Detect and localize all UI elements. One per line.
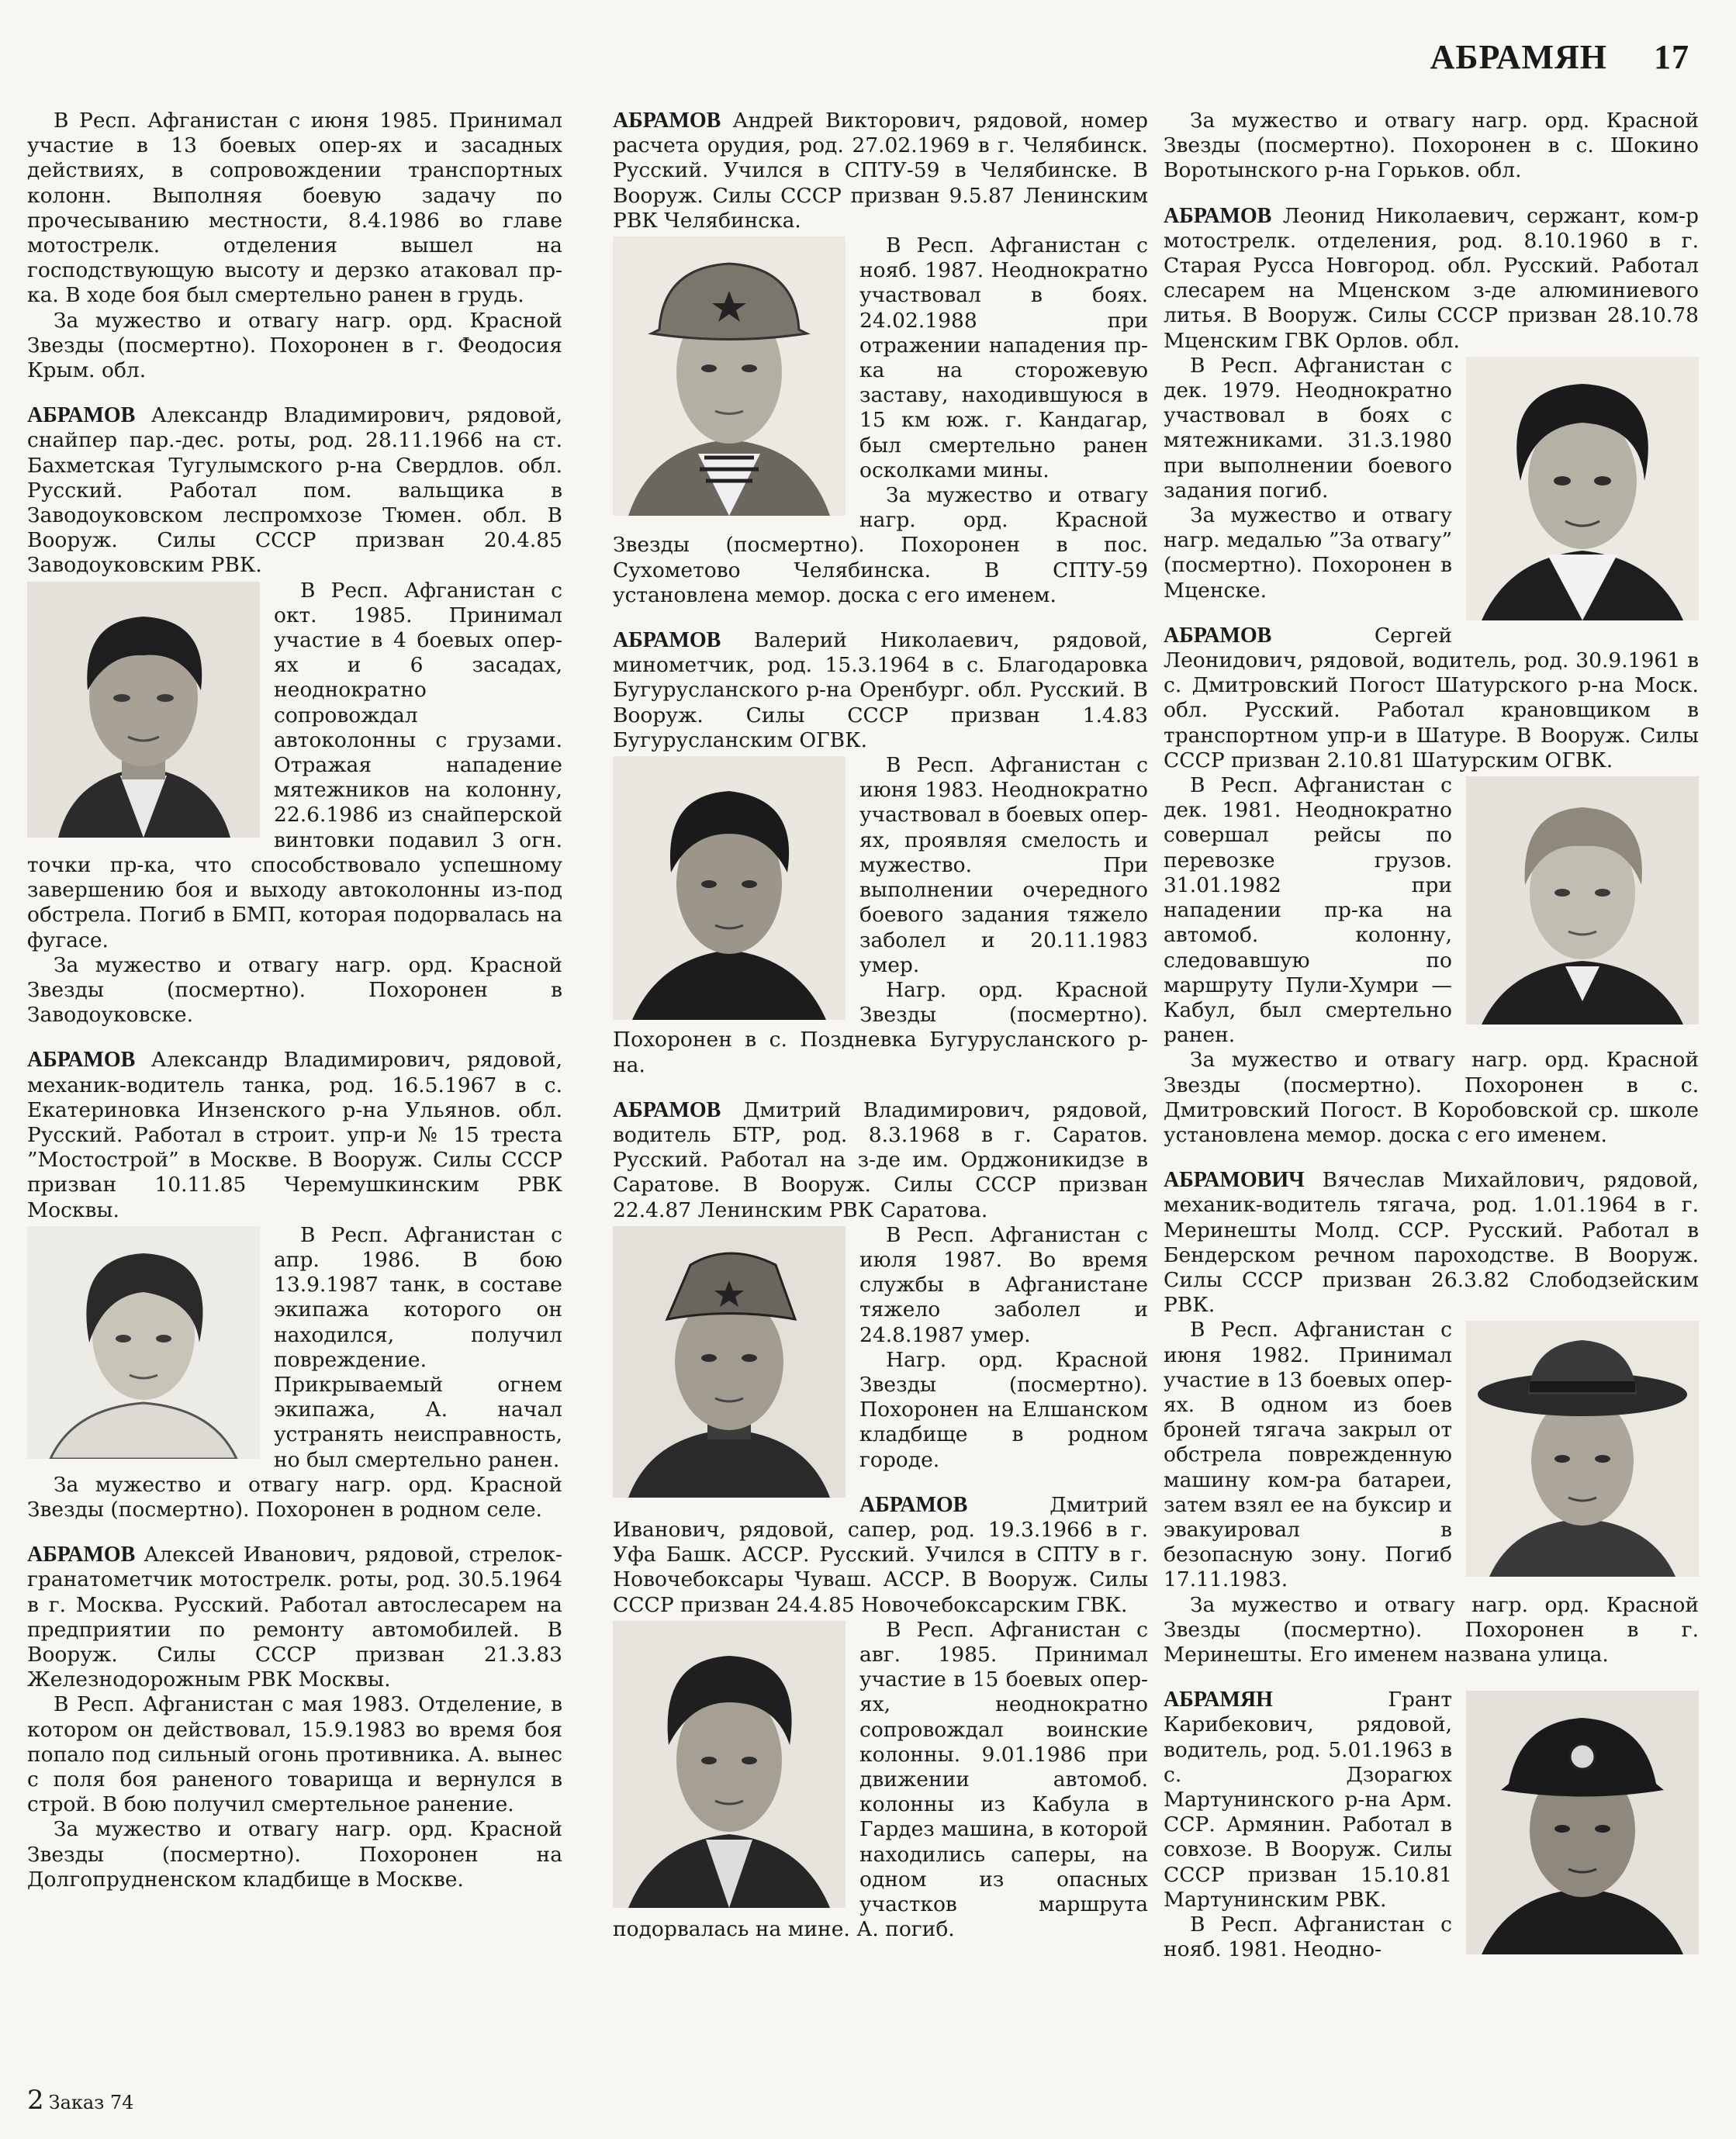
- entry-surname: АБРАМОВ: [27, 1048, 136, 1073]
- entry-head-text: Валерий Николаевич, рядовой, минометчик, род. 15.3.1964 в с. Благодаровка Бугурусланского р-на Оренбург. обл. Русский. В Вооруж. Силы СССР призван 1.4.83 Бугурусланским ОГВК.: [613, 628, 1148, 752]
- entry-head-text: Грант Карибекович, рядовой, водитель, род. 5.01.1963 в с. Дзорагюх Мартунинского р-на Арм. ССР. Армянин. Работал в совхозе. В Вооруж. Силы СССР призван 15.10.81 Мартунинским РВК.: [1164, 1688, 1452, 1912]
- entry-abramov-sergey: [1164, 624, 1699, 1148]
- entry-abramovich: [1164, 1168, 1699, 1667]
- column-3: [1164, 109, 1699, 1982]
- page-footer: [27, 2085, 133, 2116]
- entry-surname: АБРАМОВ: [613, 628, 721, 653]
- entry-surname: АБРАМОВ: [27, 403, 136, 428]
- portrait-photo: [1466, 1691, 1699, 1954]
- portrait-photo: [613, 1226, 846, 1498]
- paragraph: За мужество и отвагу нагр. орд. Красной Звезды (посмертно). Похоронен на Долгопрудненском кладбище в Москве.: [27, 1817, 562, 1892]
- paragraph: В Респ. Афганистан с нояб. 1981. Неодно-: [1164, 1913, 1452, 1962]
- entry-head-text: Дмитрий Иванович, рядовой, сапер, род. 19.3.1966 в г. Уфа Башк. АССР. Русский. Учился в СПТУ в г. Новочебоксары Чуваш. АССР. В Вооруж. Силы СССР призван 24.4.85 Новочебоксарским ГВК.: [613, 1492, 1148, 1617]
- portrait-photo: [27, 582, 260, 838]
- entry-abramov-andrey: [613, 109, 1148, 608]
- paragraph: За мужество и отвагу нагр. орд. Красной Звезды (посмертно). Похоронен в с. Дмитровский Погост. В Коробовской ср. школе установлена мемор. доска с его именем.: [1164, 1048, 1699, 1147]
- signature-number: 2: [27, 2085, 44, 2116]
- paragraph: За мужество и отвагу нагр. медалью ”За отвагу” (посмертно). Похоронен в Мценске.: [1164, 503, 1452, 603]
- entry-head: [613, 109, 1148, 233]
- entry-head: [27, 403, 562, 578]
- paragraph: В Респ. Афганистан с июня 1983. Неоднократно участвовал в боевых опер-ях, проявляя смелость и мужество. При выполнении очередного боевого задания тяжело заболел и 20.11.1983 умер.: [859, 753, 1148, 977]
- column-2: [613, 109, 1148, 1962]
- entry-head: [27, 1048, 562, 1222]
- paragraph: За мужество и отвагу нагр. орд. Красной Звезды (посмертно). Похоронен в г. Меринешты. Его именем названа улица.: [1164, 1592, 1699, 1667]
- paragraph: За мужество и отвагу нагр. орд. Красной Звезды (посмертно). Похоронен в с. Шокино Воротынского р-на Горьков. обл.: [1164, 109, 1699, 183]
- portrait-photo: [1466, 357, 1699, 620]
- column-1: [27, 109, 562, 1913]
- entry-head-text: Андрей Викторович, рядовой, номер расчета орудия, род. 27.02.1969 в г. Челябинск. Русский. Учился в СПТУ-59 в Челябинске. В Вооруж. Силы СССР призван 9.5.87 Ленинским РВК Челябинска.: [613, 109, 1148, 233]
- entry-head: [613, 1098, 1148, 1223]
- entry-continued: [1164, 109, 1699, 184]
- entry-surname: АБРАМОВ: [1164, 203, 1272, 228]
- paragraph: За мужество и отвагу нагр. орд. Красной Звезды (посмертно). Похоронен в пос. Сухометово Челябинска. В СПТУ-59 установлена мемор. доска с его именем.: [613, 483, 1148, 607]
- portrait-photo: [613, 1621, 846, 1908]
- paragraph: В Респ. Афганистан с нояб. 1987. Неоднократно участвовал в боях. 24.02.1988 при отражении нападения пр-ка на сторожевую заставу, находившуюся в 15 км юж. г. Кандагар, был смертельно ранен осколками мины.: [859, 233, 1148, 482]
- entry-surname: АБРАМОВ: [613, 1097, 721, 1122]
- order-label: Заказ 74: [48, 2092, 134, 2113]
- entry-surname: АБРАМОВ: [859, 1492, 968, 1517]
- paragraph: Нагр. орд. Красной Звезды (посмертно). Похоронен на Елшанском кладбище в родном городе.: [859, 1347, 1148, 1472]
- entry-head-text: Сергей Леонидович, рядовой, водитель, род. 30.9.1961 в с. Дмитровский Погост Шатурского р-на Моск. обл. Русский. Работал крановщиком в транспортном упр-и в Шатуре. В Вооруж. Силы СССР призван 2.10.81 Шатурским ОГВК.: [1164, 623, 1699, 772]
- entry-abramov-alexandr-1: [27, 403, 562, 1028]
- paragraph: В Респ. Афганистан с авг. 1985. Принимал участие в 15 боевых опер-ях, неоднократно сопровождал воинские колонны. 9.01.1986 при движении автомоб. колонны из Кабула в Гардез машина, в которой находились саперы, на одном из опасных участков маршрута подорвалась на мине. А. погиб.: [613, 1617, 1148, 1942]
- portrait-photo: [613, 756, 846, 1020]
- entry-abramov-leonid: [1164, 204, 1699, 603]
- entry-head: [613, 628, 1148, 753]
- paragraph: Нагр. орд. Красной Звезды (посмертно). Похоронен в с. Поздневка Бугурусланского р-на.: [613, 977, 1148, 1077]
- paragraph: В Респ. Афганистан с июня 1982. Принимал участие в 13 боевых опер-ях. В одном из боев броней тягача закрыл от обстрела поврежденную машину ком-ра батареи, затем взял ее на буксир и эвакуировал в безопасную зону. Погиб 17.11.1983.: [1164, 1318, 1452, 1592]
- entry-abramov-dmitry-i: [613, 1493, 1148, 1943]
- portrait-photo: [27, 1226, 260, 1459]
- paragraph: В Респ. Афганистан с апр. 1986. В бою 13.9.1987 танк, в составе экипажа которого он находился, получил повреждение. Прикрываемый огнем экипажа, А. начал устранять неисправность, но был смертельно ранен.: [274, 1222, 562, 1472]
- portrait-photo: [1466, 776, 1699, 1025]
- entry-head-text: Вячеслав Михайлович, рядовой, механик-водитель тягача, род. 1.01.1964 в г. Меринешты Молд. ССР. Русский. Работал в Бендерском речном пароходстве. В Вооруж. Силы СССР призван 26.3.82 Слободзейским РВК.: [1164, 1168, 1699, 1318]
- entry-abramov-valery: [613, 628, 1148, 1078]
- entry-abramyan: [1164, 1688, 1699, 1962]
- entry-head: [613, 1493, 1148, 1618]
- entry-abramov-dmitry-v: [613, 1098, 1148, 1473]
- paragraph: За мужество и отвагу нагр. орд. Красной Звезды (посмертно). Похоронен в г. Феодосия Крым. обл.: [27, 308, 562, 383]
- portrait-photo: [1466, 1321, 1699, 1577]
- entry-head: [1164, 624, 1699, 773]
- entry-head-text: Леонид Николаевич, сержант, ком-р мотострелк. отделения, род. 8.10.1960 в г. Старая Русса Новгород. обл. Русский. Работал слесарем на Мценском з-де алюминиевого литья. В Вооруж. Силы СССР призван 28.10.78 Мценским ГВК Орлов. обл.: [1164, 203, 1699, 353]
- entry-surname: АБРАМОВ: [613, 109, 721, 133]
- entry-continued: [27, 109, 562, 383]
- page-number: 17: [1654, 38, 1689, 76]
- entry-head-text: Дмитрий Владимирович, рядовой, водитель БТР, род. 8.3.1968 в г. Саратов. Русский. Работал на з-де им. Орджоникидзе в Саратове. В Вооруж. Силы СССР призван 22.4.87 Ленинским РВК Саратова.: [613, 1097, 1148, 1222]
- entry-head: [1164, 204, 1699, 354]
- paragraph: В Респ. Афганистан с мая 1983. Отделение, в котором он действовал, 15.9.1983 во время боя попало под сильный огонь противника. А. вынес с поля боя раненого товарища и вернулся в строй. В бою получил смертельное ранение.: [27, 1692, 562, 1817]
- entry-abramov-alexey: [27, 1543, 562, 1892]
- running-head: [1430, 37, 1689, 77]
- paragraph: В Респ. Афганистан с окт. 1985. Принимал участие в 4 боевых опер-ях и 6 засадах, неоднократно сопровождал автоколонны с грузами. Отражая нападение мятежников на колонну, 22.6.1986 из снайперской винтовки подавил 3 огн. точки пр-ка, что способствовало успешному завершению боя и выходу автоколонны из-под обстрела. Погиб в БМП, которая подорвалась на фугасе.: [27, 578, 562, 952]
- entry-surname: АБРАМОВ: [1164, 623, 1272, 648]
- entry-surname: АБРАМОВ: [27, 1543, 136, 1567]
- paragraph: В Респ. Афганистан с дек. 1981. Неоднократно совершал рейсы по перевозке грузов. 31.01.1982 при нападении пр-ка на автомоб. колонну, следовавшую по маршруту Пули-Хумри — Кабул, был смертельно ранен.: [1164, 773, 1452, 1048]
- paragraph: В Респ. Афганистан с июня 1985. Принимал участие в 13 боевых опер-ях и засадных действиях, в сопровождении транспортных колонн. Выполняя боевую задачу по прочесыванию местности, 8.4.1986 во главе мотострелк. отделения вышел на господствующую высоту и дерзко атаковал пр-ка. В ходе боя был смертельно ранен в грудь.: [27, 109, 562, 308]
- entry-head-text: Александр Владимирович, рядовой, механик-водитель танка, род. 16.5.1967 в с. Екатериновка Инзенского р-на Ульянов. обл. Русский. Работал в строит. упр-и № 15 треста ”Мостострой” в Москве. В Вооруж. Силы СССР призван 10.11.85 Черемушкинским РВК Москвы.: [27, 1048, 562, 1222]
- entry-head: [1164, 1168, 1699, 1318]
- entry-head: [27, 1543, 562, 1692]
- paragraph: За мужество и отвагу нагр. орд. Красной Звезды (посмертно). Похоронен в родном селе.: [27, 1472, 562, 1522]
- entry-abramov-alexandr-2: [27, 1048, 562, 1522]
- entry-head-text: Алексей Иванович, рядовой, стрелок-гранатометчик мотострелк. роты, род. 30.5.1964 в г. Москва. Русский. Работал автослесарем на предприятии по ремонту автомобилей. В Вооруж. Силы СССР призван 21.3.83 Железнодорожным РВК Москвы.: [27, 1543, 562, 1692]
- running-head-surname: АБРАМЯН: [1430, 38, 1607, 76]
- entry-surname: АБРАМОВИЧ: [1164, 1168, 1305, 1193]
- paragraph: За мужество и отвагу нагр. орд. Красной Звезды (посмертно). Похоронен в Заводоуковске.: [27, 952, 562, 1028]
- entry-surname: АБРАМЯН: [1164, 1688, 1273, 1712]
- paragraph: В Респ. Афганистан с июля 1987. Во время службы в Афганистане тяжело заболел и 24.8.1987 умер.: [859, 1222, 1148, 1347]
- paragraph: В Респ. Афганистан с дек. 1979. Неоднократно участвовал в боях с мятежниками. 31.3.1980 при выполнении боевого задания погиб.: [1164, 353, 1452, 503]
- entry-head-text: Александр Владимирович, рядовой, снайпер пар.-дес. роты, род. 28.11.1966 на ст. Бахметская Тугулымского р-на Свердлов. обл. Русский. Работал пом. вальщика в Заводоуковском леспромхозе Тюмен. обл. В Вооруж. Силы СССР призван 20.4.85 Заводоуковским РВК.: [27, 403, 562, 578]
- portrait-photo: [613, 237, 846, 516]
